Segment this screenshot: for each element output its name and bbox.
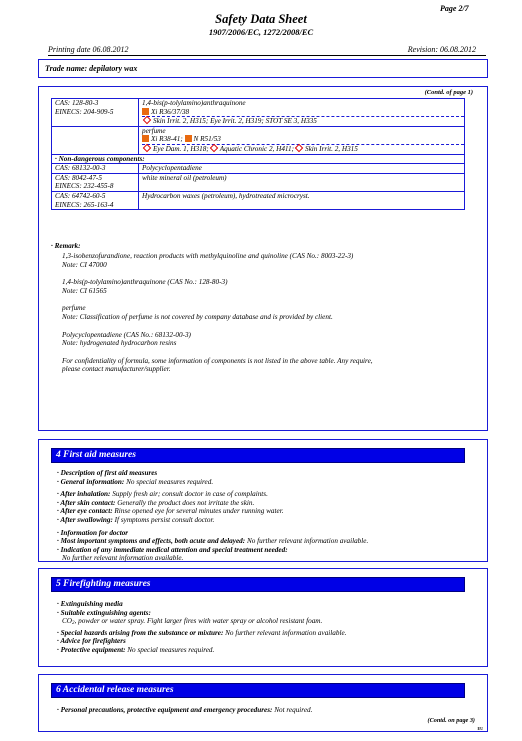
einecs-number: EINECS: 265-163-4 — [55, 200, 114, 209]
non-dangerous-title: · Non-dangerous components: — [52, 154, 465, 164]
component-name: white mineral oil (petroleum) — [142, 173, 227, 182]
remark-text: 1,3-isobenzofurandione, reaction products with methylquinoline and quinoline (CAS No.: 8003-22-3) Note: CI 47000 1,4-bis(p-tolylamino)anthraquinone (CAS No.: 128-80-3) Note: CI 61565 perfume Note: Classification of perfume is not covered by company database and is provided by client. Polycyclopentadiene (CAS No.: 68132-00-3) Note: hydrogenated hydrocarbon resins For confidentiality of formula, some information of components is not listed in the above table. Any require, please contact manufacturer/supplier. — [62, 252, 373, 374]
r-phrases: Xi R36/37/38 — [142, 108, 464, 118]
environment-diamond-icon — [209, 144, 217, 152]
cas-number: CAS: 128-80-3 — [55, 99, 99, 107]
components-table — [51, 98, 465, 210]
revision-date: Revision: 06.08.2012 — [407, 45, 476, 54]
table-row — [52, 154, 465, 164]
document-subtitle: 1907/2006/EC, 1272/2008/EC — [208, 27, 314, 37]
section-6-body: · Personal precautions, protective equipment and emergency procedures: Not required. — [57, 706, 313, 714]
section-6-box — [38, 674, 488, 732]
remark-title: · Remark: — [51, 242, 81, 250]
section-4-body: · Description of first aid measures · General information: No special measures required. · After inhalation: Supply fresh air; consult doctor in case of complaints. · After skin contact: Generally the product does not irritate the skin. · After eye contact: Rinse opened eye for several minutes under running water. · After swallowing: If symptoms persist consult doctor. · Information for doctor · Most important symptoms and effects, both acute and delayed: No further relevant information available. · Indication of any immediate medical attention and special treatment needed: No further relevant information available. — [57, 469, 369, 563]
r-phrases: Xi R38-41; N R51/53 — [142, 135, 464, 145]
composition-box — [38, 86, 488, 431]
component-name: Polycyclopentadiene — [142, 164, 202, 173]
exclamation-diamond-icon — [295, 144, 303, 152]
trade-name-box — [38, 59, 488, 78]
table-row — [52, 164, 465, 174]
section-4-header: 4 First aid measures — [51, 448, 465, 463]
table-row — [52, 126, 465, 154]
component-name: Hydrocarbon waxes (petroleum), hydrotreated microcryst. — [142, 191, 310, 200]
page-number: Page 2/7 — [440, 4, 469, 13]
component-name: perfume — [142, 126, 166, 135]
corrosion-diamond-icon — [143, 144, 151, 152]
eu-marker: EU — [477, 726, 483, 731]
printing-date: Printing date 06.08.2012 — [48, 45, 129, 54]
header-divider — [48, 55, 486, 56]
section-6-header: 6 Accidental release measures — [51, 683, 465, 698]
cas-number: CAS: 68132-00-3 — [55, 164, 106, 173]
table-row — [52, 99, 465, 127]
cas-number: CAS: 64742-60-5 — [55, 191, 106, 200]
component-name: 1,4-bis(p-tolylamino)anthraquinone — [142, 99, 246, 107]
document-title: Safety Data Sheet — [215, 12, 307, 26]
table-row — [52, 191, 465, 209]
harmful-x-icon — [142, 108, 149, 115]
table-row — [52, 173, 465, 191]
harmful-x-icon — [142, 135, 149, 142]
cas-number: CAS: 8042-47-5 — [55, 173, 102, 182]
contd-of-page: (Contd. of page 1) — [424, 89, 473, 96]
environment-icon — [185, 135, 192, 142]
einecs-number: EINECS: 204-909-5 — [55, 107, 114, 116]
exclamation-diamond-icon — [143, 116, 151, 124]
section-5-box — [38, 568, 488, 667]
contd-on-page: (Contd. on page 3) — [427, 717, 475, 724]
h-phrases: Skin Irrit. 2, H315; Eye Irrit. 2, H319; STOT SE 3, H335 — [142, 117, 464, 126]
einecs-number: EINECS: 232-455-8 — [55, 182, 114, 191]
section-5-body: · Extinguishing media · Suitable extinguishing agents: $CO_2$, powder or water spray. Fight larger fires with water spray or alcohol resistant foam. · Special hazards arising from the substance or mixture: No further relevant information available. · Advice for firefighters · Protective equipment: No special measures required. — [57, 600, 347, 654]
section-4-box — [38, 439, 488, 562]
trade-name: Trade name: depilatory wax — [45, 64, 138, 73]
section-5-header: 5 Firefighting measures — [51, 577, 465, 592]
h-phrases: Eye Dam. 1, H318; Aquatic Chronic 2, H411; Skin Irrit. 2, H315 — [142, 145, 464, 154]
